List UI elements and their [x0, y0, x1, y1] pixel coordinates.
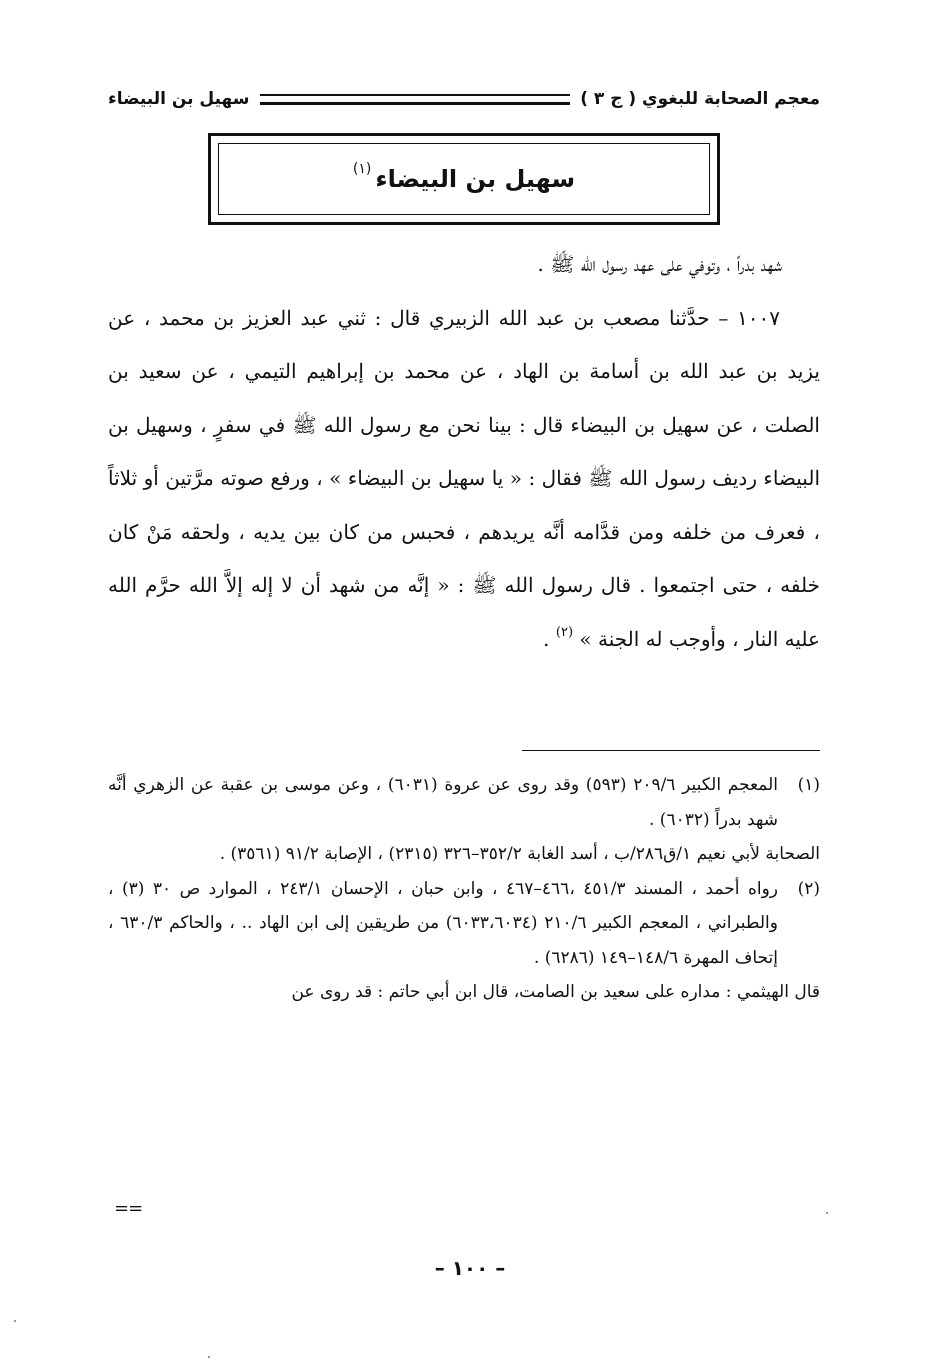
book-title: معجم الصحابة للبغوي ( ج ٣ )	[580, 89, 820, 109]
section-title: سهيل بن البيضاء	[108, 89, 250, 109]
hadith-paragraph	[108, 292, 820, 670]
entry-title-inner-frame	[218, 143, 710, 215]
footnote-1-continuation: الصحابة لأبي نعيم ١/ق٢٨٦/ب ، أسد الغابة ٣٥٢/٢–٣٢٦ (٢٣١٥) ، الإصابة ٩١/٢ (٣٥٦١) .	[219, 844, 820, 864]
footnotes	[108, 768, 820, 1010]
page-number: – ١٠٠ –	[434, 1256, 506, 1280]
footnote-number: (١)	[797, 775, 820, 795]
running-header	[108, 82, 820, 116]
footnote-2-continuation: قال الهيثمي : مداره على سعيد بن الصامت، قال ابن أبي حاتم : قد روى عن	[291, 982, 820, 1002]
intro-paragraph: شهد بدراً ، وتوفي على عهد رسول الله ﷺ .	[537, 252, 782, 276]
scan-speck	[208, 1356, 210, 1358]
footnote-text: المعجم الكبير ٢٠٩/٦ (٥٩٣) وقد روى عن عروة (٦٠٣١) ، وعن موسى بن عقبة عن الزهري أنَّه شهد بدراً (٦٠٣٢) .	[108, 775, 778, 830]
entry-title: سهيل بن البيضاء	[375, 165, 576, 193]
entry-footnote-ref: (١)	[352, 161, 372, 177]
header-rule	[260, 94, 571, 105]
footnote-separator	[522, 750, 820, 751]
hadith-text: ١٠٠٧ – حدَّثنا مصعب بن عبد الله الزبيري قال : ثني عبد العزيز بن محمد ، عن يزيد بن عبد الله بن أسامة بن الهاد ، عن محمد بن إبراهيم التيمي ، عن سعيد بن الصلت ، عن سهيل بن البيضاء قال : بينا نحن مع رسول الله ﷺ في سفرٍ ، وسهيل بن البيضاء رديف رسول الله ﷺ فقال : « يا سهيل بن البيضاء » ، ورفع صوته مرَّتين أو ثلاثاً ، فعرف من خلفه ومن قدَّامه أنَّه يريدهم ، فحبس من كان بين يديه ، ولحقه مَنْ كان خلفه ، حتى اجتمعوا . قال رسول الله ﷺ : « إنَّه من شهد أن لا إله إلاَّ الله حرَّم الله عليه النار ، وأوجب له الجنة »	[108, 305, 820, 651]
continued-mark: ==	[114, 1198, 143, 1219]
body-text	[108, 238, 820, 669]
footnote-1	[108, 768, 820, 837]
hadith-footnote-ref: (٢)	[555, 624, 574, 640]
scan-speck	[826, 1212, 828, 1214]
footnote-text: رواه أحمد ، المسند ٤٥١/٣ ،٤٦٦–٤٦٧ ، وابن حبان ، الإحسان ٢٤٣/١ ، الموارد ص ٣٠ (٣) ، والطبراني ، المعجم الكبير ٢١٠/٦ (٦٠٣٣،٦٠٣٤) من طريقين إلى ابن الهاد .. ، والحاكم ٦٣٠/٣ ، إتحاف المهرة ١٤٨/٦–١٤٩ (٦٢٨٦) .	[108, 878, 778, 968]
entry-title-frame	[208, 133, 720, 225]
footnote-2	[108, 872, 820, 976]
scan-speck	[14, 1320, 16, 1322]
footnote-number: (٢)	[797, 878, 820, 899]
hadith-end: .	[543, 626, 556, 651]
